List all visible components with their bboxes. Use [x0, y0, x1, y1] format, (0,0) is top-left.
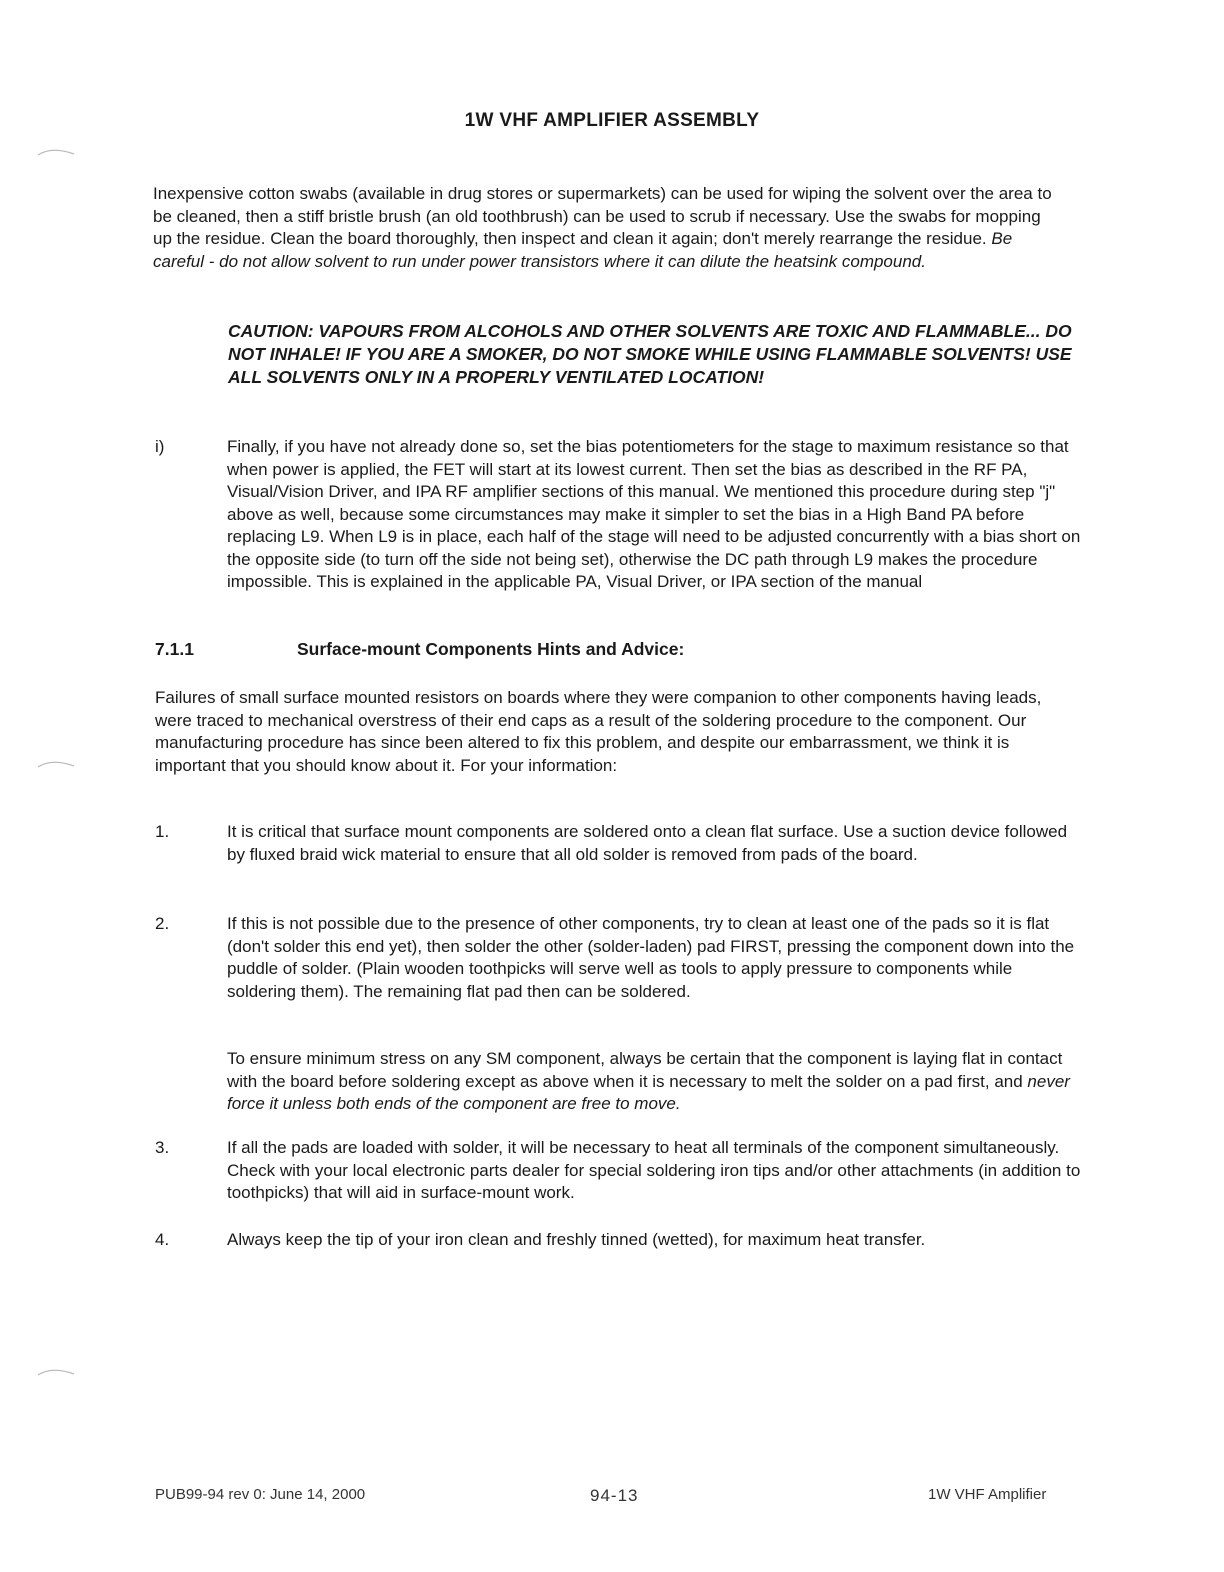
page-title: 1W VHF AMPLIFIER ASSEMBLY [464, 110, 760, 131]
footer-publication: PUB99-94 rev 0: June 14, 2000 [155, 1486, 366, 1503]
intro-text: Inexpensive cotton swabs (available in drug stores or supermarkets) can be used for wiping the solvent over the area to be cleaned, then a stiff bristle brush (an old toothbrush) can be used to scrub if necessary. Use the swabs for mopping up the residue. Clean the board thoroughly, then inspect and clean it again; don't merely rearrange the residue. [153, 184, 1052, 248]
section-number: 7.1.1 [155, 639, 194, 659]
footer-page-number: 94-13 [590, 1486, 639, 1505]
binder-hole-mark [36, 1366, 76, 1378]
step-text: Finally, if you have not already done so, set the bias potentiometers for the stage to maximum resistance so that when power is applied, the FET will start at its lowest current. Then set the bias as described in the RF PA, Visual/Vision Driver, and IPA RF amplifier sections of this manual. We mentioned this procedure during step "j" above as well, because some circumstances may make it simpler to set the bias in a High Band PA before replacing L9. When L9 is in place, each half of the stage will need to be adjusted concurrently with a bias short on the opposite side (to turn off the side not being set), otherwise the DC path through L9 makes the procedure impossible. This is explained in the applicable PA, Visual Driver, or IPA section of the manual [227, 437, 1081, 591]
ensure-text: To ensure minimum stress on any SM component, always be certain that the component is laying flat in contact with the board before soldering except as above when it is necessary to melt the solder on a pad first, and [227, 1049, 1063, 1091]
list-item-number: 1. [155, 822, 170, 841]
failures-paragraph: Failures of small surface mounted resistors on boards where they were companion to other components having leads, were traced to mechanical overstress of their end caps as a result of the soldering procedure to the component. Our manufacturing procedure has since been altered to fix this problem, and despite our embarrassment, we think it is important that you should know about it. For your information: [155, 688, 1042, 775]
binder-hole-mark [36, 146, 76, 158]
step-number: i) [155, 437, 165, 456]
intro-paragraph [153, 183, 1063, 273]
footer-section-title: 1W VHF Amplifier [928, 1486, 1047, 1503]
caution-notice: CAUTION: VAPOURS FROM ALCOHOLS AND OTHER SOLVENTS ARE TOXIC AND FLAMMABLE... DO NOT INHALE! IF YOU ARE A SMOKER, DO NOT SMOKE WHILE USING FLAMMABLE SOLVENTS! USE ALL SOLVENTS ONLY IN A PROPERLY VENTILATED LOCATION! [228, 321, 1072, 387]
binder-hole-mark [36, 758, 76, 770]
list-item-number: 3. [155, 1138, 170, 1157]
list-item-text: If all the pads are loaded with solder, it will be necessary to heat all terminals of the component simultaneously. Check with your local electronic parts dealer for special soldering iron tips and/or other attachments (in addition to toothpicks) that will aid in surface-mount work. [227, 1138, 1081, 1202]
list-item-text: Always keep the tip of your iron clean and freshly tinned (wetted), for maximum heat transfer. [227, 1230, 926, 1249]
section-title: Surface-mount Components Hints and Advice: [297, 639, 685, 659]
list-item-number: 2. [155, 914, 170, 933]
list-item-number: 4. [155, 1230, 170, 1249]
ensure-warning: never force it unless both ends of the component are free to move. [227, 1071, 1070, 1113]
ensure-paragraph [227, 1048, 1082, 1116]
list-item-text: If this is not possible due to the presence of other components, try to clean at least one of the pads so it is flat (don't solder this end yet), then solder the other (solder-laden) pad FIRST, pressing the component down into the puddle of solder. (Plain wooden toothpicks will serve well as tools to apply pressure to components while soldering them). The remaining flat pad then can be soldered. [227, 914, 1075, 1001]
list-item-text: It is critical that surface mount components are soldered onto a clean flat surface. Use a suction device followed by fluxed braid wick material to ensure that all old solder is removed from pads of the board. [227, 822, 1068, 864]
intro-warning: Be careful - do not allow solvent to run under power transistors where it can dilute the heatsink compound. [153, 229, 1013, 271]
